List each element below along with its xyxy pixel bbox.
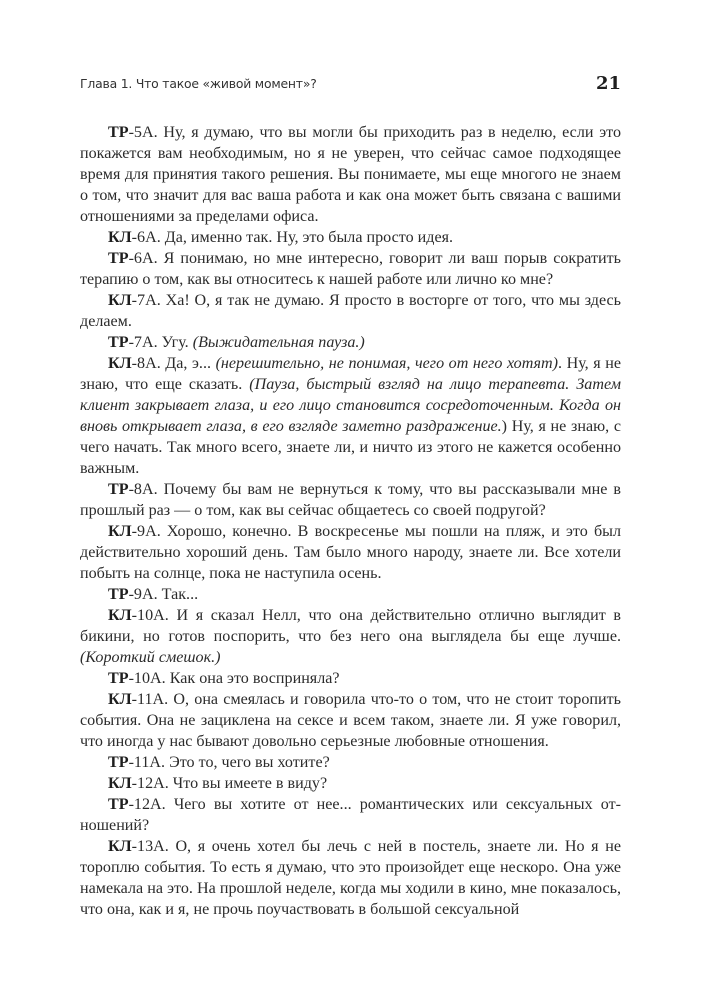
- dialogue-paragraph-client: [80, 290, 621, 332]
- speaker-label: КЛ: [108, 355, 132, 372]
- speaker-label: КЛ: [108, 838, 132, 855]
- dialogue-paragraph-therapist: [80, 752, 621, 773]
- utterance-text: Почему бы вам не вернуться к тому, что вы рассказывали мне в прошлый раз — о том, как вы сейчас общаетесь со своей подругой?: [80, 481, 621, 519]
- turn-code: -6А.: [128, 250, 158, 267]
- utterance-text: Хорошо, конечно. В воскресенье мы пошли на пляж, и это был действительно хороший день. Там было много народу, знаете ли. Все хотели побыть на солнце, пока не наступила осень.: [80, 523, 621, 582]
- stage-direction: (Выжидательная пауза.): [192, 334, 365, 351]
- utterance-text: Да, э...: [160, 355, 216, 372]
- turn-code: -8А.: [128, 481, 158, 498]
- speaker-label: ТР: [108, 250, 129, 267]
- dialogue-paragraph-client: [80, 521, 621, 584]
- utterance-text: . Ну, я не знаю, что еще сказать.: [80, 355, 621, 393]
- dialogue-paragraph-client: [80, 689, 621, 752]
- speaker-label: ТР: [108, 670, 129, 687]
- turn-code: -13А.: [131, 838, 169, 855]
- utterance-text: Как она это восприняла?: [165, 670, 340, 687]
- utterance-text: Так...: [157, 586, 199, 603]
- utterance-text: Да, именно так. Ну, это была просто идея.: [160, 229, 454, 246]
- turn-code: -12А.: [131, 775, 169, 792]
- turn-code: -8А.: [131, 355, 161, 372]
- speaker-label: КЛ: [108, 775, 132, 792]
- speaker-label: ТР: [108, 334, 129, 351]
- dialogue-paragraph-client: [80, 605, 621, 668]
- dialogue-paragraph-therapist: [80, 479, 621, 521]
- turn-code: -11А.: [131, 691, 169, 708]
- dialogue-paragraph-client: [80, 773, 621, 794]
- stage-direction: (Короткий смешок.): [80, 649, 221, 666]
- speaker-label: ТР: [108, 754, 129, 771]
- paragraph-list: [80, 122, 621, 920]
- utterance-text: Я понимаю, но мне интересно, говорит ли ваш порыв сократить терапию о том, как вы относитесь к нашей работе или лично ко мне?: [80, 250, 621, 288]
- dialogue-paragraph-therapist: [80, 122, 621, 227]
- utterance-text: О, она смеялась и говорила что-то о том, что не стоит торопить события. Она не зациклена на сексе и всем таком, знаете ли. Я уже говорил, что иногда у нас бывают довольно серьезные любовные отношения.: [80, 691, 621, 750]
- stage-direction: (нерешительно, не понимая, чего от него хотят): [215, 355, 559, 372]
- speaker-label: КЛ: [108, 691, 132, 708]
- turn-code: -5А.: [128, 124, 158, 141]
- speaker-label: ТР: [108, 124, 129, 141]
- speaker-label: КЛ: [108, 523, 132, 540]
- dialogue-paragraph-therapist: [80, 584, 621, 605]
- dialogue-paragraph-therapist: [80, 332, 621, 353]
- page-number: 21: [595, 72, 621, 94]
- turn-code: -10А.: [131, 607, 169, 624]
- stage-direction: (Пауза, быстрый взгляд на лицо терапевта. Затем клиент закрывает глаза, и его лицо становится сосредоточенным. Когда он вновь открывает глаза, в его взгляде заметно раздражение.: [80, 376, 621, 435]
- speaker-label: ТР: [108, 796, 129, 813]
- speaker-label: ТР: [108, 481, 129, 498]
- utterance-text: Угу.: [157, 334, 193, 351]
- speaker-label: КЛ: [108, 229, 132, 246]
- utterance-text: О, я очень хотел бы лечь с ней в постель, знаете ли. Но я не тороплю события. То есть я думаю, что это произойдет еще нескоро. Она уже намекала на это. На прошлой неделе, когда мы ходили в кино, мне показалось, что она, как и я, не прочь поучаствовать в большой сексуальной: [80, 838, 621, 918]
- utterance-text: Это то, чего вы хотите?: [165, 754, 330, 771]
- utterance-text: Ну, я думаю, что вы могли бы приходить раз в неделю, если это покажется вам необходимым, но я не уверен, что сейчас самое подходящее время для принятия такого решения. Вы понимаете, мы еще многого не знаем о том, что значит для вас ваша работа и как она может быть связана с вашими отношениями за пределами офиса.: [80, 124, 621, 225]
- utterance-text: ) Ну, я не знаю, с чего начать. Так много всего, знаете ли, и ничто из этого не кажется особенно важным.: [80, 418, 621, 477]
- speaker-label: КЛ: [108, 607, 132, 624]
- dialogue-paragraph-therapist: [80, 668, 621, 689]
- turn-code: -11А.: [128, 754, 166, 771]
- dialogue-paragraph-therapist: [80, 248, 621, 290]
- turn-code: -9А.: [128, 586, 158, 603]
- dialogue-paragraph-therapist: [80, 794, 621, 836]
- dialogue-paragraph-client: [80, 353, 621, 479]
- turn-code: -9А.: [131, 523, 161, 540]
- chapter-title: Глава 1. Что такое «живой момент»?: [80, 75, 317, 91]
- turn-code: -10А.: [128, 670, 166, 687]
- utterance-text: Что вы имеете в виду?: [168, 775, 328, 792]
- speaker-label: КЛ: [108, 292, 132, 309]
- running-head: [80, 70, 621, 96]
- speaker-label: ТР: [108, 586, 129, 603]
- utterance-text: Ха! О, я так не думаю. Я просто в восторге от того, что мы здесь делаем.: [80, 292, 621, 330]
- dialogue-paragraph-client: [80, 836, 621, 920]
- utterance-text: Чего вы хотите от нее... романтических или сексуальных отношений?: [80, 796, 621, 834]
- turn-code: -7А.: [131, 292, 161, 309]
- turn-code: -6А.: [131, 229, 161, 246]
- utterance-text: И я сказал Нелл, что она действительно отлично выглядит в бикини, но готов поспорить, что без него она выглядела бы еще лучше.: [80, 607, 621, 645]
- turn-code: -7А.: [128, 334, 158, 351]
- dialogue-paragraph-client: [80, 227, 621, 248]
- turn-code: -12А.: [128, 796, 166, 813]
- dialogue-transcript: [80, 122, 621, 920]
